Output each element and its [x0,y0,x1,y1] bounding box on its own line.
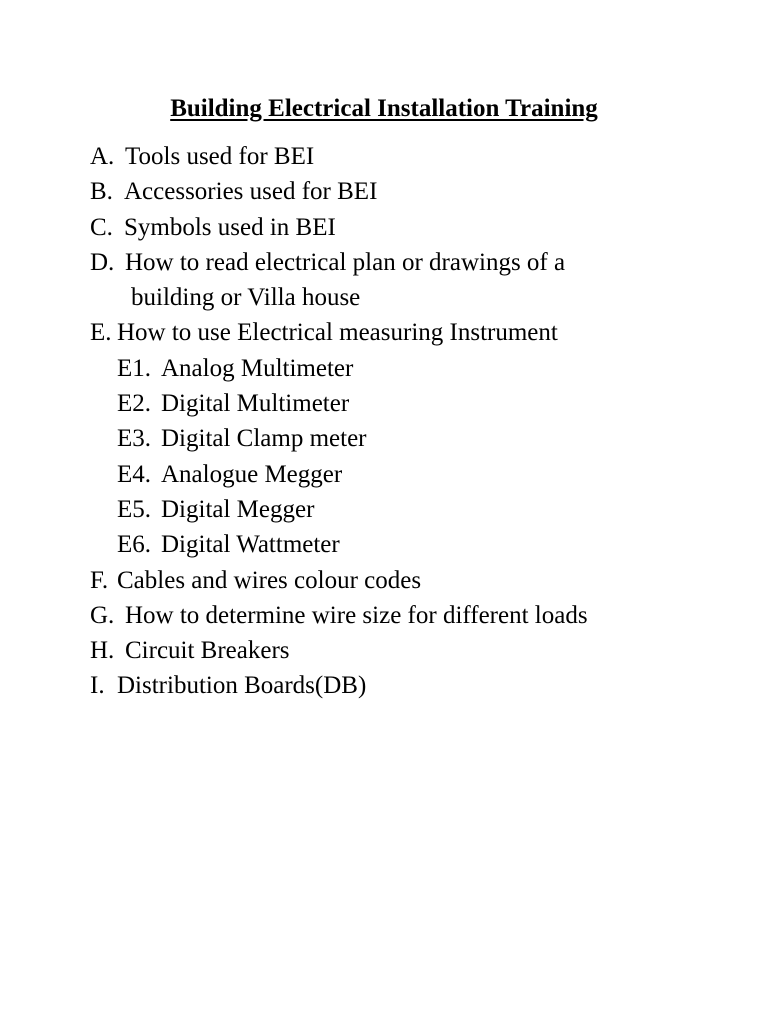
list-item-c [90,210,588,245]
list-marker: F. [90,566,109,594]
list-marker: E6. [117,531,152,559]
sub-item-e1 [90,351,588,386]
document-title: Building Electrical Installation Training [170,95,598,122]
list-item-text: Tools used for BEI [125,143,315,170]
list-item-text: Digital Clamp meter [161,425,367,453]
list-item-b [90,174,588,209]
sub-item-e6 [90,527,588,562]
list-item-text: Symbols used in BEI [124,213,336,241]
list-item-text: Digital Multimeter [161,390,350,418]
sub-item-e2 [90,386,588,421]
list-item-text: How to determine wire size for different loads [125,601,588,629]
list-item-text: Digital Megger [161,495,315,523]
list-item-text: Distribution Boards(DB) [117,672,367,700]
list-item-text: Analogue Megger [161,460,343,488]
list-marker: E2. [117,390,152,418]
list-marker: E5. [117,495,152,523]
list-marker: H. [90,637,115,665]
list-item-text: Accessories used for BEI [124,178,378,206]
list-marker: E. [90,319,112,347]
list-item-a [90,139,588,174]
list-marker: B. [90,178,113,206]
list-item-text: How to use Electrical measuring Instrument [117,319,558,347]
list-item-d [90,245,588,280]
list-item-text: Analog Multimeter [161,354,354,382]
list-item-d-continuation [90,280,588,315]
list-marker: E3. [117,425,152,453]
list-item-g [90,598,588,633]
list-marker: D. [90,248,115,276]
list-marker: G. [90,601,115,629]
list-marker: E1. [117,354,152,382]
list-item-f [90,563,588,598]
list-marker: E4. [117,460,152,488]
sub-item-e5 [90,492,588,527]
list-marker: A. [90,143,115,170]
list-item-e [90,315,588,350]
list-item-text: Cables and wires colour codes [117,566,422,594]
list-item-text: Circuit Breakers [125,637,290,665]
list-item-text: How to read electrical plan or drawings of a [125,248,566,276]
list-marker: C. [90,213,113,241]
list-item-text: Digital Wattmeter [161,531,340,559]
list-item-i [90,668,588,703]
sub-item-e3 [90,421,588,456]
list-marker: I. [90,672,105,700]
topic-list [90,139,588,704]
list-item-continuation-text: building or Villa house [131,284,361,312]
list-item-h [90,633,588,668]
sub-item-e4 [90,457,588,492]
